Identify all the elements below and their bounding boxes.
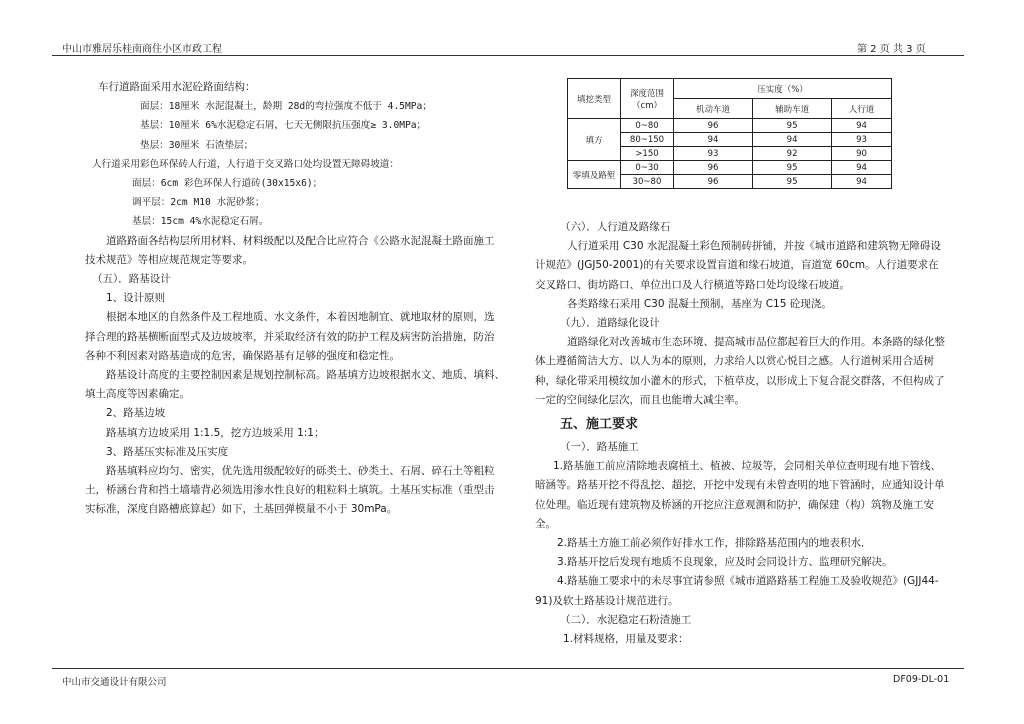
table-header-walk: 人行道 [832, 99, 892, 119]
doc-code: DF09-DL-01 [893, 674, 950, 685]
paragraph: 1.路基施工前应清除地表腐植土、植被、垃圾等，会同相关单位查明现有地下管线、暗涵等。路基开挖不得乱挖、超挖，开挖中发现有未曾查明的地下管涵时，应通知设计单位处理。临近现有建筑物及桥涵的开挖应注意观测和防护，确保建（构）筑物及施工安全。 [535, 460, 945, 530]
footer-rule [52, 668, 964, 669]
text-line: 土，桥涵台背和挡土墙墙背必须选用渗水性良好的粗粒料土填筑。土基压实标准（重型击 [85, 484, 495, 497]
table-cell: 93 [832, 133, 892, 147]
section-heading: （二）．水泥稳定石粉渣施工 [560, 613, 692, 626]
text-line: 根据本地区的自然条件及工程地质、水文条件，本着因地制宜、就地取材的原则，选 [106, 311, 495, 324]
text-line: 车行道路面采用水泥砼路面结构： [98, 81, 256, 93]
text-line: 基层：15cm 4%水泥稳定石屑。 [132, 216, 269, 228]
text-line: 调平层：2cm M10 水泥砂浆； [132, 197, 265, 209]
table-header-type: 填挖类型 [568, 79, 621, 119]
section-heading: （六）．人行道及路缘石 [560, 221, 671, 233]
table-cell: 94 [832, 175, 892, 189]
table-cell: 94 [832, 161, 892, 175]
text-line: 路基设计高度的主要控制因素是规划控制标高。路基填方边坡根据水文、地质、填料、 [106, 369, 505, 382]
paragraph: 各类路缘石采用 C30 混凝土预制，基座为 C15 砼现浇。 [567, 297, 832, 310]
paragraph: 人行道采用 C30 水泥混凝土彩色预制砖拼铺，并按《城市道路和建筑物无障碍设计规范》(JGJ50-2001)的有关要求设置盲道和缘石坡道，盲道宽 60cm。人行道要求在交叉路口、街坊路口、单位出口及人行横道等路口处均设缘石坡道。 [535, 240, 941, 291]
text-line: 填土高度等因素确定。 [85, 388, 190, 401]
right-column [535, 218, 945, 649]
table-header-aux: 辅助车道 [753, 99, 832, 119]
table-header-motor: 机动车道 [674, 99, 753, 119]
table-cell: 90 [832, 147, 892, 161]
table-cell: 94 [753, 133, 832, 147]
text-line: 实标准，深度自路槽底算起）如下，土基回弹模量不小于 30mPa。 [85, 503, 398, 516]
table-cell: 94 [674, 133, 753, 147]
chapter-heading: 五、施工要求 [560, 417, 639, 433]
table-header-depth: 深度范围（cm） [621, 79, 674, 119]
table-cell: 96 [674, 161, 753, 175]
paragraph: 4.路基施工要求中的未尽事宜请参照《城市道路路基工程施工及验收规范》(GJJ44-91)及软土路基设计规范进行。 [535, 575, 939, 607]
table-cell: 92 [753, 147, 832, 161]
text-line: 面层：6cm 彩色环保人行道砖(30x15x6)； [132, 178, 323, 190]
compaction-table [567, 78, 892, 189]
section-heading: （五）．路基设计 [92, 273, 171, 286]
project-title: 中山市雅居乐桂南商住小区市政工程 [62, 44, 222, 55]
text-line: 人行道采用彩色环保砖人行道，人行道于交叉路口处均设置无障碍坡道： [92, 158, 399, 170]
table-group-fill: 填方 [568, 119, 621, 161]
table-cell: 96 [674, 119, 753, 133]
section-heading: （九）．道路绿化设计 [560, 317, 660, 330]
table-group-cut: 零填及路堑 [568, 161, 621, 189]
table-cell: 30~80 [621, 175, 674, 189]
table-cell: 94 [832, 119, 892, 133]
paragraph: 2.路基土方施工前必须作好排水工作，排除路基范围内的地表积水． [557, 537, 872, 550]
text-line: 面层：18厘米 水泥混凝土，龄期 28d的弯拉强度不低于 4.5MPa； [140, 101, 432, 113]
page-info: 第 2 页 共 3 页 [857, 44, 926, 55]
section-heading: （一）．路基施工 [560, 441, 639, 454]
left-column [85, 78, 548, 520]
text-line: 路基填料应均匀、密实，优先选用级配较好的砾类土、砂类土、石屑、碎石土等粗粒 [106, 465, 495, 478]
table-row [568, 161, 892, 175]
table-cell: 96 [674, 175, 753, 189]
paragraph: 3.路基开挖后发现有地质不良现象，应及时会同设计方、监理研究解决。 [557, 556, 893, 569]
paragraph: 1.材料规格，用量及要求： [563, 633, 689, 646]
table-header-compaction: 压实度（%） [674, 79, 892, 99]
table-cell: 93 [674, 147, 753, 161]
text-line: 2、路基边坡 [106, 407, 166, 420]
table-cell: >150 [621, 147, 674, 161]
text-line: 1、设计原则 [106, 292, 166, 305]
table-cell: 95 [753, 161, 832, 175]
text-line: 路基填方边坡采用 1:1.5，挖方边坡采用 1:1； [106, 426, 325, 439]
table-cell: 0~30 [621, 161, 674, 175]
company-name: 中山市交通设计有限公司 [62, 677, 167, 688]
text-line: 择合理的路基横断面型式及边坡坡率，并采取经济有效的防护工程及病害防治措施，防治 [85, 330, 495, 343]
table-cell: 80~150 [621, 133, 674, 147]
text-line: 各种不利因素对路基造成的危害，确保路基有足够的强度和稳定性。 [85, 349, 400, 362]
text-line: 3、路基压实标准及压实度 [106, 445, 229, 458]
text-line: 道路路面各结构层所用材料、材料级配以及配合比应符合《公路水泥混凝土路面施工 [106, 234, 495, 247]
table-row [568, 119, 892, 133]
text-line: 技术规范》等相应规范规定等要求。 [85, 253, 253, 266]
text-line: 基层：10厘米 6%水泥稳定石屑，七天无侧限抗压强度≥ 3.0MPa； [140, 120, 427, 132]
table-cell: 95 [753, 175, 832, 189]
paragraph: 道路绿化对改善城市生态环境、提高城市品位都起着巨大的作用。本条路的绿化整体上遵循简洁大方、以人为本的原则，力求给人以赏心悦目之感。人行道树采用合适树种，绿化带采用模纹加小灌木的形式，下植草皮，以形成上下复合混交群落，不但构成了一定的空间绿化层次，而且也能增大减尘率。 [535, 336, 945, 406]
table-cell: 0~80 [621, 119, 674, 133]
header-rule [52, 55, 964, 56]
text-line: 垫层：30厘米 石渣垫层； [140, 139, 254, 151]
table-cell: 95 [753, 119, 832, 133]
